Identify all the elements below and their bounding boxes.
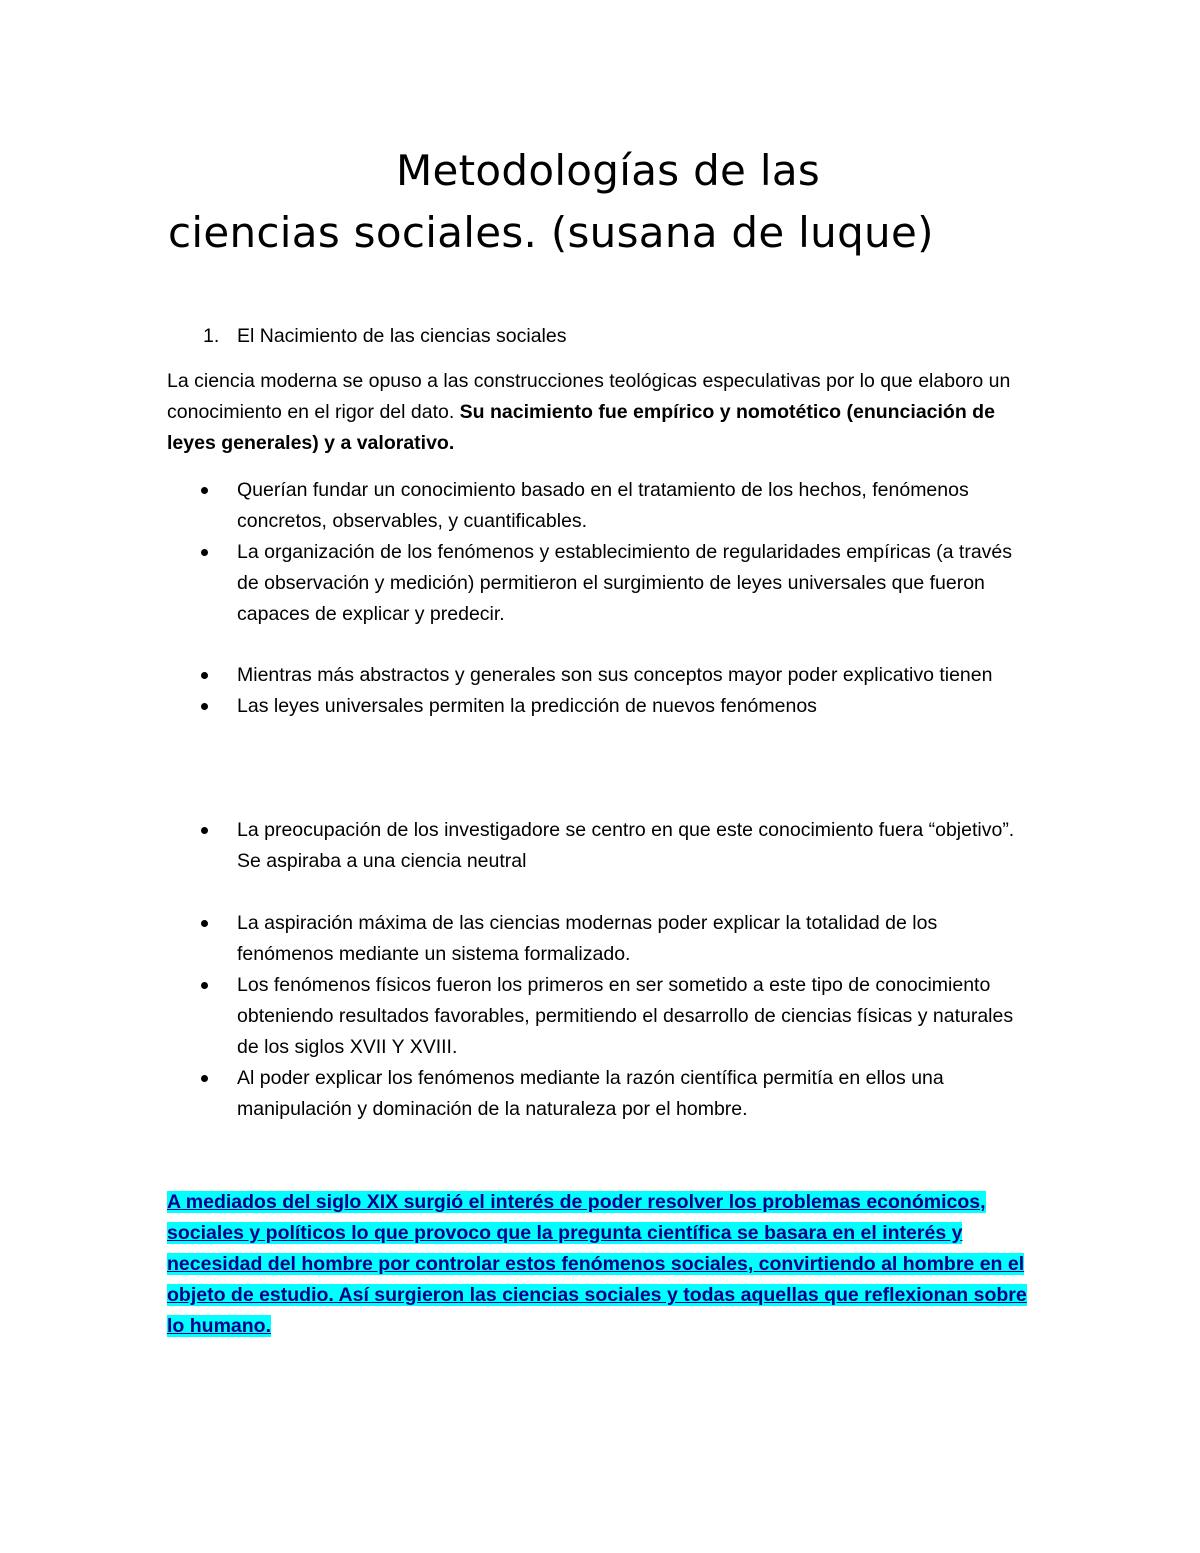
list-item [237, 691, 1037, 722]
bullet-list-2 [237, 660, 1037, 722]
document-title [168, 140, 1048, 264]
list-item-text: Los fenómenos físicos fueron los primeros en ser sometido a este tipo de conocimiento obteniendo resultados favorables, permitiendo el desarrollo de ciencias físicas y naturales de los siglos XVII Y XVIII. [237, 974, 1014, 1058]
bullet-icon [201, 672, 208, 679]
bullet-list-1 [237, 475, 1037, 630]
section-number: 1. [203, 325, 220, 347]
list-item [237, 1063, 1037, 1125]
bullet-icon [201, 1075, 208, 1082]
bullet-icon [201, 982, 208, 989]
title-line-1: Metodologías de las [395, 146, 821, 195]
intro-paragraph [167, 366, 1037, 459]
section-heading [203, 321, 1023, 352]
list-item [237, 537, 1037, 630]
list-item-text: La organización de los fenómenos y establecimiento de regularidades empíricas (a través de observación y medición) permitieron el surgimiento de leyes universales que fueron capaces de explicar y predecir. [237, 541, 1013, 625]
title-line-2: ciencias sociales. (susana de luque) [168, 208, 934, 257]
bullet-list-3 [237, 815, 1037, 877]
section-heading-text: El Nacimiento de las ciencias sociales [237, 325, 567, 347]
highlighted-text: A mediados del siglo XIX surgió el interés de poder resolver los problemas económicos, sociales y políticos lo que provoco que la pregunta científica se basara en el interés y necesidad del hombre por controlar estos fenómenos sociales, convirtiendo al hombre en el objeto de estudio. Así surgieron las ciencias sociales y todas aquellas que reflexionan sobre lo humano. [167, 1191, 1027, 1337]
list-item-text: La preocupación de los investigadore se centro en que este conocimiento fuera “objetivo”. Se aspiraba a una ciencia neutral [237, 819, 1015, 872]
list-item [237, 908, 1037, 970]
bullet-icon [201, 703, 208, 710]
list-item [237, 475, 1037, 537]
intro-text: La ciencia moderna se opuso a las construcciones teológicas especulativas por lo que elaboro un conocimiento en el rigor del dato. [167, 370, 1011, 423]
list-item [237, 815, 1037, 877]
highlighted-paragraph [167, 1187, 1037, 1342]
list-item [237, 970, 1037, 1063]
list-item-text: Querían fundar un conocimiento basado en el tratamiento de los hechos, fenómenos concretos, observables, y cuantificables. [237, 479, 969, 532]
bullet-icon [201, 920, 208, 927]
list-item-text: La aspiración máxima de las ciencias modernas poder explicar la totalidad de los fenómenos mediante un sistema formalizado. [237, 912, 938, 965]
list-item-text: Mientras más abstractos y generales son sus conceptos mayor poder explicativo tienen [237, 664, 993, 686]
bullet-icon [201, 827, 208, 834]
list-item-text: Las leyes universales permiten la predicción de nuevos fenómenos [237, 695, 817, 717]
bullet-list-4 [237, 908, 1037, 1125]
bullet-icon [201, 487, 208, 494]
list-item [237, 660, 1037, 691]
list-item-text: Al poder explicar los fenómenos mediante la razón científica permitía en ellos una manipulación y dominación de la naturaleza por el hombre. [237, 1067, 944, 1120]
intro-bold-text: Su nacimiento fue empírico y nomotético (enunciación de leyes generales) y a valorativo. [167, 401, 995, 454]
bullet-icon [201, 549, 208, 556]
